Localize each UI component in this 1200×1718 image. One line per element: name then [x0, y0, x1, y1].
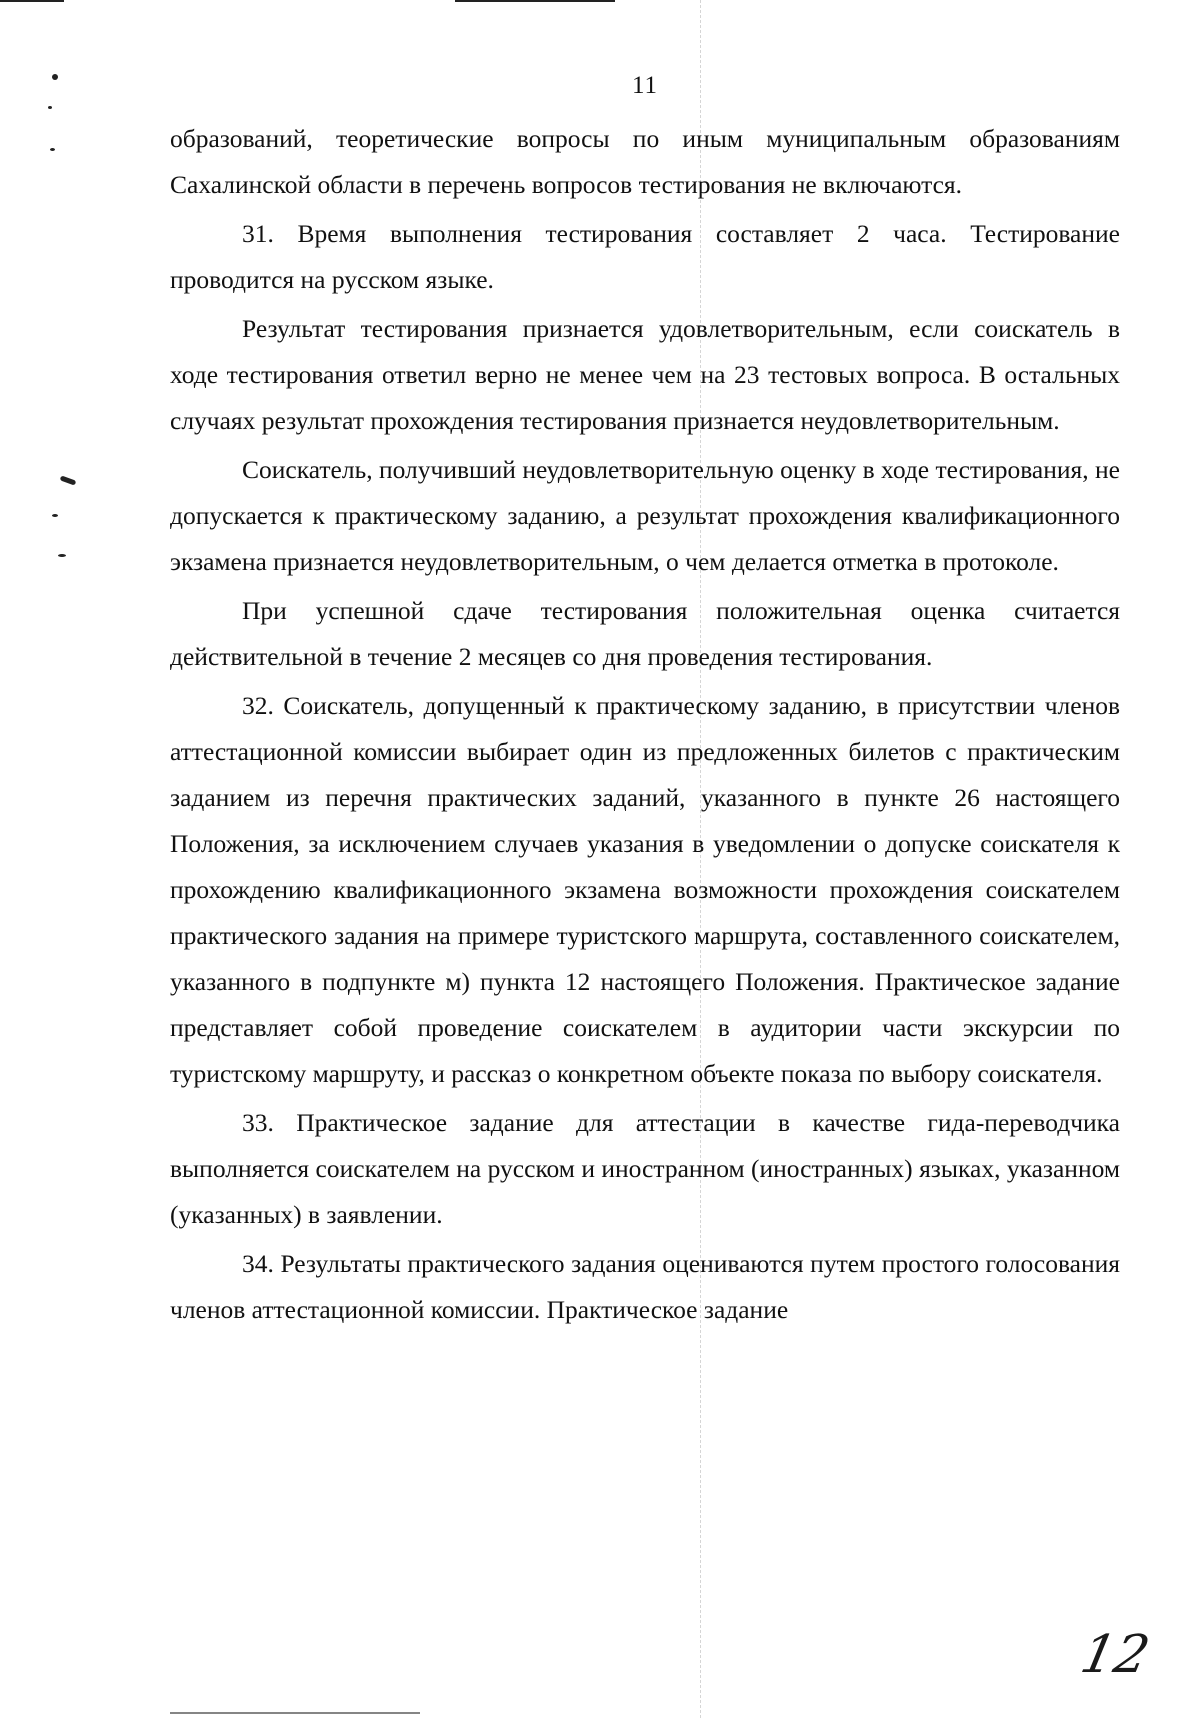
scan-speck	[50, 148, 55, 151]
paragraph-validity: При успешной сдаче тестирования положительная оценка считается действительной в течение 2 месяцев со дня проведения тестирования.	[170, 596, 1120, 671]
paragraph-unsatisfactory: Соискатель, получивший неудовлетворительную оценку в ходе тестирования, не допускается к практическому заданию, а результат прохождения квалификационного экзамена признается неудовлетворительным, о чем делается отметка в протоколе.	[170, 455, 1120, 576]
scan-speck	[48, 106, 52, 109]
document-body	[170, 116, 1120, 1336]
scan-edge-line	[0, 0, 64, 2]
handwritten-page-mark: 12	[1075, 1625, 1155, 1685]
scan-speck	[58, 554, 66, 557]
paragraph-item-31: 31. Время выполнения тестирования составляет 2 часа. Тестирование проводится на русском языке.	[170, 219, 1120, 294]
paragraph-continuation: образований, теоретические вопросы по иным муниципальным образованиям Сахалинской области в перечень вопросов тестирования не включаются.	[170, 124, 1120, 199]
paragraph-item-34: 34. Результаты практического задания оцениваются путем простого голосования членов аттестационной комиссии. Практическое задание	[170, 1249, 1120, 1324]
scan-edge-line	[455, 0, 615, 2]
paragraph-item-32: 32. Соискатель, допущенный к практическому заданию, в присутствии членов аттестационной комиссии выбирает один из предложенных билетов с практическим заданием из перечня практических заданий, указанного в пункте 26 настоящего Положения, за исключением случаев указания в уведомлении о допуске соискателя к прохождению квалификационного экзамена возможности прохождения соискателем практического задания на примере туристского маршрута, составленного соискателем, указанного в подпункте м) пункта 12 настоящего Положения. Практическое задание представляет собой проведение соискателем в аудитории части экскурсии по туристскому маршруту, и рассказ о конкретном объекте показа по выбору соискателя.	[170, 691, 1120, 1088]
paragraph-item-33: 33. Практическое задание для аттестации в качестве гида-переводчика выполняется соискателем на русском и иностранном (иностранных) языках, указанном (указанных) в заявлении.	[170, 1108, 1120, 1229]
paragraph-test-result: Результат тестирования признается удовлетворительным, если соискатель в ходе тестирования ответил верно не менее чем на 23 тестовых вопроса. В остальных случаях результат прохождения тестирования признается неудовлетворительным.	[170, 314, 1120, 435]
scan-speck	[60, 475, 77, 485]
scan-speck	[52, 514, 58, 517]
page-number: 11	[631, 72, 659, 99]
scan-edge-line	[170, 1712, 420, 1714]
